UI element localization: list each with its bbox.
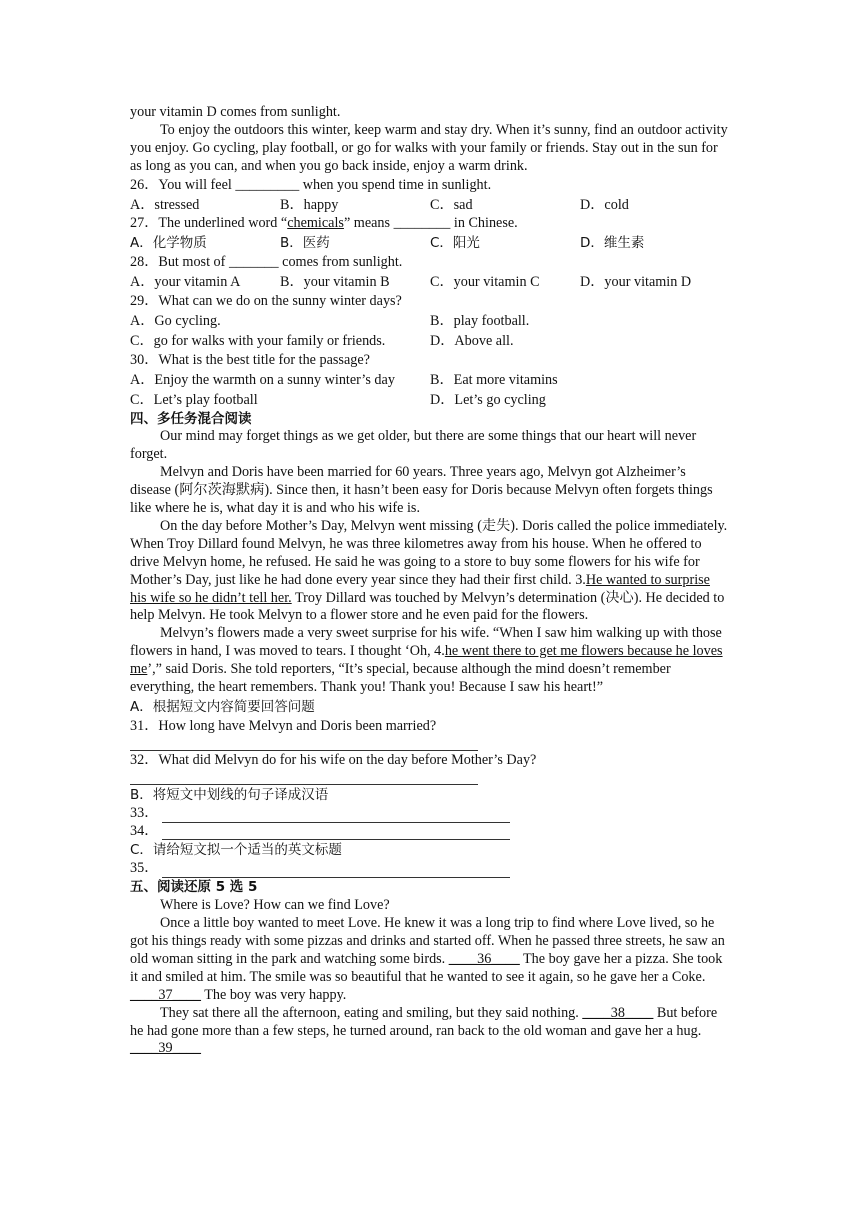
sec4-p4-underlined: he went there to get me flowers because he loves me: [130, 643, 723, 678]
sec4-paragraph-2: Melvyn and Doris have been married for 60 years. Three years ago, Melvyn got Alzheimer’s disease (阿尔茨海默病). Since then, it hasn’t been easy for Doris because Melvyn often forgets things like where he is, what day it is and who his wife is.: [130, 464, 713, 517]
q29-option-d: D．Above all.: [430, 332, 514, 349]
q28-option-d: D．your vitamin D: [580, 274, 692, 291]
q30-option-d: D．Let’s go cycling: [430, 391, 546, 408]
q27-options: [130, 235, 730, 253]
q27-mid: ” means: [343, 215, 394, 232]
q26-option-c: C．sad: [430, 196, 473, 213]
q28-pre: 28．But most of: [130, 254, 229, 271]
question-30: 30．What is the best title for the passage?: [130, 351, 370, 368]
sec5-p2-b: The boy gave her a pizza. She took it and smiled at him. The smile was so beautiful that he wanted to see it again, so he gave her a Coke.: [130, 950, 723, 985]
question-34: [130, 823, 730, 841]
question-33: [130, 805, 730, 823]
q29-options-row1: [130, 313, 730, 331]
q29-options-row2: [130, 333, 730, 351]
q27-option-d: D．维生素: [580, 235, 645, 252]
question-27: [130, 215, 730, 233]
sec4-paragraph-4: [130, 625, 730, 697]
blank-36[interactable]: ____36____: [448, 950, 520, 967]
q28-blank: _______: [228, 254, 279, 271]
q26-post: when you spend time in sunlight.: [299, 176, 492, 193]
q28-option-b: B．your vitamin B: [280, 274, 390, 291]
answer-line-35[interactable]: [162, 863, 510, 878]
section-4-title: 四、多任务混合阅读: [130, 410, 252, 427]
question-31: 31．How long have Melvyn and Doris been married?: [130, 717, 437, 734]
q29-option-a: A．Go cycling.: [130, 312, 221, 329]
q26-pre: 26．You will feel: [130, 176, 236, 193]
paragraph-intro-end: your vitamin D comes from sunlight.: [130, 104, 341, 120]
q27-underlined-word: chemicals: [287, 215, 344, 232]
q35-number: 35．: [130, 860, 159, 877]
q30-option-c: C．Let’s play football: [130, 391, 258, 408]
blank-39[interactable]: ____39____: [130, 1040, 201, 1057]
blank-38[interactable]: ____38____: [582, 1004, 654, 1021]
sec5-p3-b: But before he had gone more than a few steps, he turned around, ran back to the old woman and gave her a hug.: [130, 1004, 718, 1039]
q33-number: 33．: [130, 804, 159, 821]
q29-option-c: C．go for walks with your family or friends.: [130, 332, 386, 349]
q27-option-c: C．阳光: [430, 235, 480, 252]
q29-option-b: B．play football.: [430, 312, 530, 329]
sec5-paragraph-3: [130, 1005, 730, 1059]
answer-line-34[interactable]: [162, 825, 510, 840]
q30-option-b: B．Eat more vitamins: [430, 371, 558, 388]
sec5-paragraph-1: Where is Love? How can we find Love?: [160, 897, 390, 914]
q28-options: [130, 274, 730, 292]
question-28: [130, 254, 730, 272]
q28-option-a: A．your vitamin A: [130, 274, 241, 291]
q30-options-row1: [130, 372, 730, 390]
sec5-p2-c: The boy was very happy.: [200, 986, 347, 1003]
answer-line-33[interactable]: [162, 808, 510, 823]
sec4-p4-b: ’,” said Doris. She told reporters, “It’s special, because although the mind doesn’t remember everything, the heart remembers. Thank you! Thank you! Because I saw his heart!”: [130, 661, 671, 696]
q30-options-row2: [130, 392, 730, 410]
q26-option-a: A．stressed: [130, 196, 200, 213]
answer-line-31[interactable]: [130, 736, 478, 751]
q28-post: comes from sunlight.: [278, 254, 403, 271]
sec4-p3-underlined: He wanted to surprise his wife so he didn’t tell her.: [130, 571, 710, 606]
q28-option-c: C．your vitamin C: [430, 274, 540, 291]
part-b-title: B．将短文中划线的句子译成汉语: [130, 786, 329, 803]
sec5-p3-a: They sat there all the afternoon, eating and smiling, but they said nothing.: [160, 1004, 583, 1021]
sec4-p4-a: Melvyn’s flowers made a very sweet surprise for his wife. “When I saw him walking up with those flowers in hand, I was moved to tears. I thought ‘Oh, 4.: [130, 625, 722, 660]
q30-option-a: A．Enjoy the warmth on a sunny winter’s day: [130, 371, 395, 388]
sec4-p3-b: Troy Dillard was touched by Melvyn’s determination (决心). He decided to help Melvyn. He took Melvyn to a flower store and he even paid for the flowers.: [130, 589, 725, 624]
question-32: 32．What did Melvyn do for his wife on the day before Mother’s Day?: [130, 751, 537, 768]
sec4-p3-a: On the day before Mother’s Day, Melvyn went missing (走失). Doris called the police immediately. When Troy Dillard found Melvyn, he was three kilometres away from his house. When he offered to drive Melvyn home, he refused. He said he was going to a store to buy some flowers for his wife for Mother’s Day, just like he had done every year since they had their first child. 3.: [130, 517, 728, 588]
blank-37[interactable]: ____37____: [130, 986, 201, 1003]
sec5-p2-a: Once a little boy wanted to meet Love. He knew it was a long trip to find where Love lived, so he got his things ready with some pizzas and drinks and started off. When he passed three streets, he saw an old woman sitting in the park and watching some birds.: [130, 915, 725, 967]
part-c-title: C．请给短文拟一个适当的英文标题: [130, 842, 342, 859]
q27-option-a: A．化学物质: [130, 235, 207, 252]
q26-options: [130, 197, 730, 215]
sec5-paragraph-2: [130, 915, 730, 1005]
q26-option-b: B．happy: [280, 196, 339, 213]
question-29: 29．What can we do on the sunny winter days?: [130, 293, 402, 310]
document-page: [130, 104, 730, 1058]
answer-line-32[interactable]: [130, 770, 478, 785]
q27-post: in Chinese.: [450, 215, 518, 232]
question-35: [130, 860, 730, 878]
q27-option-b: B．医药: [280, 235, 330, 252]
sec4-paragraph-1: Our mind may forget things as we get older, but there are some things that our heart will never forget.: [130, 428, 697, 463]
q34-number: 34．: [130, 822, 159, 839]
q26-blank: _________: [235, 176, 300, 193]
sec4-paragraph-3: [130, 518, 730, 625]
section-5-title: 五、阅读还原 5 选 5: [130, 879, 258, 896]
q27-pre: 27．The underlined word “: [130, 215, 288, 232]
q27-blank: ________: [393, 215, 451, 232]
q26-option-d: D．cold: [580, 196, 629, 213]
paragraph-enjoy: To enjoy the outdoors this winter, keep warm and stay dry. When it’s sunny, find an outdoor activity you enjoy. Go cycling, play football, or go for walks with your family or friends. Stay out in the sun for as long as you can, and when you go back inside, enjoy a warm drink.: [130, 121, 728, 174]
part-a-title: A．根据短文内容简要回答问题: [130, 699, 315, 715]
question-26: [130, 177, 730, 195]
